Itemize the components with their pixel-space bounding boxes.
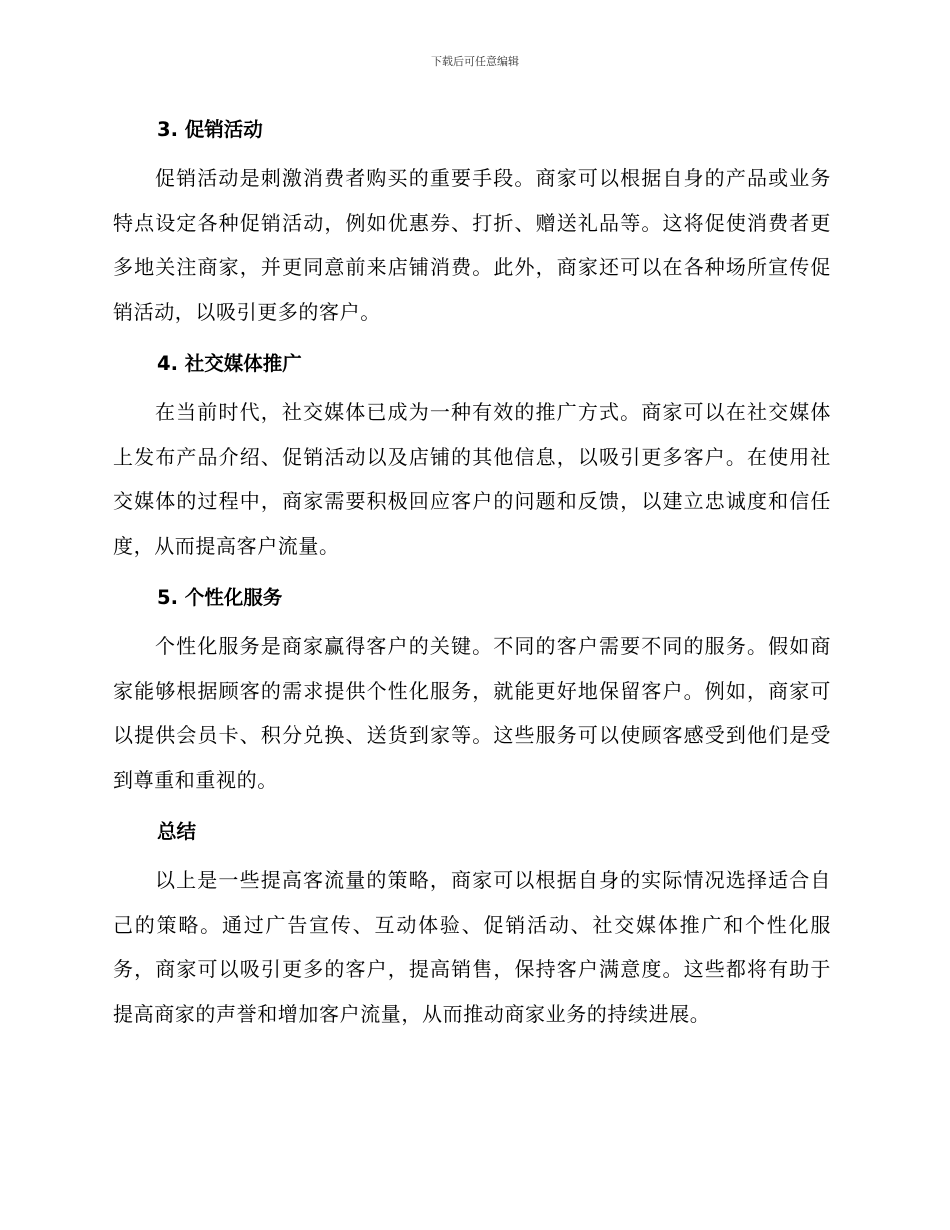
section-paragraph: 促销活动是刺激消费者购买的重要手段。商家可以根据自身的产品或业务特点设定各种促销活动，例如优惠券、打折、赠送礼品等。这将促使消费者更多地关注商家，并更同意前来店铺消费。此外，商家还可以在各种场所宣传促销活动，以吸引更多的客户。 <box>113 166 831 324</box>
section-heading: 总结 <box>157 820 197 843</box>
section-promotions <box>113 110 831 334</box>
document-body <box>113 110 831 1046</box>
section-paragraph: 以上是一些提高客流量的策略，商家可以根据自身的实际情况选择适合自己的策略。通过广告宣传、互动体验、促销活动、社交媒体推广和个性化服务，商家可以吸引更多的客户，提高销售，保持客户满意度。这些都将有助于提高商家的声誉和增加客户流量，从而推动商家业务的持续进展。 <box>113 868 831 1026</box>
section-paragraph: 个性化服务是商家赢得客户的关键。不同的客户需要不同的服务。假如商家能够根据顾客的需求提供个性化服务，就能更好地保留客户。例如，商家可以提供会员卡、积分兑换、送货到家等。这些服务可以使顾客感受到他们是受到尊重和重视的。 <box>113 634 831 792</box>
section-heading: 5. 个性化服务 <box>157 586 283 609</box>
section-summary <box>113 812 831 1036</box>
section-social-media <box>113 344 831 568</box>
section-heading: 3. 促销活动 <box>157 118 263 141</box>
page-header: 下载后可任意编辑 <box>431 55 519 68</box>
section-paragraph: 在当前时代，社交媒体已成为一种有效的推广方式。商家可以在社交媒体上发布产品介绍、促销活动以及店铺的其他信息，以吸引更多客户。在使用社交媒体的过程中，商家需要积极回应客户的问题和反馈，以建立忠诚度和信任度，从而提高客户流量。 <box>113 400 831 558</box>
section-personalized-service <box>113 578 831 802</box>
section-heading: 4. 社交媒体推广 <box>157 352 302 375</box>
